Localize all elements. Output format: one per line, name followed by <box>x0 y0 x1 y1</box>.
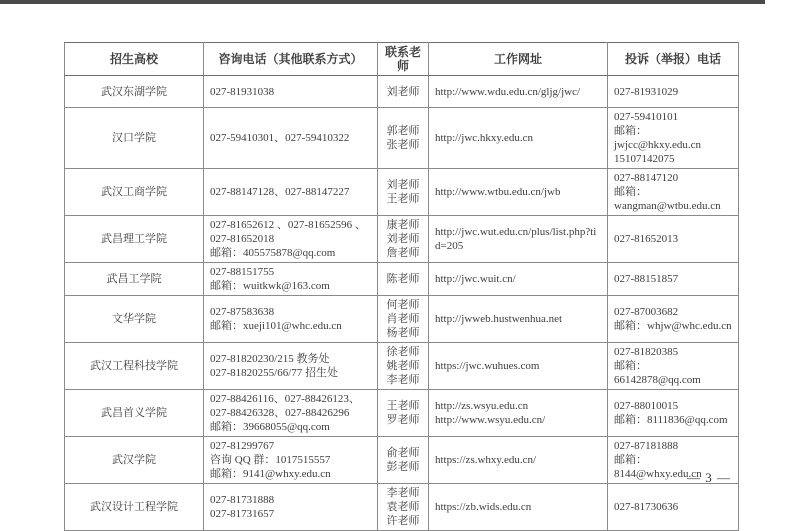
teachers-cell <box>378 437 429 484</box>
teachers-cell <box>378 108 429 169</box>
header-url: 工作网址 <box>429 43 608 76</box>
table-header <box>65 43 739 76</box>
complaint-cell <box>608 343 739 390</box>
url-cell <box>429 296 608 343</box>
url-cell <box>429 216 608 263</box>
url-cell <box>429 169 608 216</box>
cell-line: 邮箱：8111836@qq.com <box>614 414 728 426</box>
url-cell <box>429 484 608 531</box>
cell-line: 彭老师 <box>386 461 420 473</box>
cell-line: 027-81299767 <box>210 440 275 452</box>
cell-line: 027-81652013 <box>614 233 679 245</box>
cell-line: 邮箱：xueji101@whc.edu.cn <box>210 320 342 332</box>
header-phone: 咨询电话（其他联系方式） <box>204 43 378 76</box>
cell-line: 王老师 <box>386 193 420 205</box>
cell-line: 武汉学院 <box>112 454 156 466</box>
cell-line: 邮箱：8144@whxy.edu.cn <box>614 454 702 480</box>
teachers-cell <box>378 296 429 343</box>
cell-line: 027-81931029 <box>614 85 679 98</box>
school-name-cell <box>65 169 204 216</box>
teachers-cell <box>378 76 429 108</box>
cell-line: 邮箱：wangman@wtbu.edu.cn <box>614 186 721 212</box>
cell-line: 027-88147128、027-88147227 <box>210 186 350 198</box>
cell-line: 15107142075 <box>614 153 675 165</box>
cell-line: https://zs.whxy.edu.cn/ <box>435 454 537 466</box>
cell-line: 肖老师 <box>386 313 420 325</box>
school-name-cell <box>65 263 204 296</box>
cell-line: 邮箱：wuitkwk@163.com <box>210 280 330 292</box>
cell-line: 文华学院 <box>112 313 156 325</box>
phone-cell <box>204 390 378 437</box>
cell-line: 027-81731657 <box>210 508 275 520</box>
cell-line: http://jwc.wut.edu.cn/plus/list.php?tid=205 <box>435 226 597 252</box>
cell-line: 汉口学院 <box>112 132 156 144</box>
url-cell <box>429 263 608 296</box>
phone-cell <box>204 76 378 108</box>
cell-line: 027-88147120 <box>614 172 679 184</box>
table-row <box>65 343 739 390</box>
cell-line: 徐老师 <box>386 346 420 358</box>
cell-line: 罗老师 <box>386 414 420 426</box>
cell-line: 武汉东湖学院 <box>101 85 167 98</box>
complaint-cell <box>608 108 739 169</box>
cell-line: https://jwc.wuhues.com <box>435 360 540 372</box>
cell-line: 027-88151755 <box>210 266 275 278</box>
phone-cell <box>204 108 378 169</box>
phone-cell <box>204 263 378 296</box>
cell-line: http://zs.wsyu.edu.cn <box>435 400 529 412</box>
cell-line: 邮箱：9141@whxy.edu.cn <box>210 468 331 480</box>
table-row <box>65 263 739 296</box>
teachers-cell <box>378 263 429 296</box>
school-name-cell <box>65 390 204 437</box>
cell-line: 刘老师 <box>386 85 420 98</box>
cell-line: 027-87003682 <box>614 306 679 318</box>
header-complaint: 投诉（举报）电话 <box>608 43 739 76</box>
complaint-cell <box>608 169 739 216</box>
teachers-cell <box>378 343 429 390</box>
table-row <box>65 390 739 437</box>
school-name-cell <box>65 343 204 390</box>
cell-line: 027-81730636 <box>614 501 679 513</box>
cell-line: 027-81820255/66/77 招生处 <box>210 367 339 379</box>
cell-line: 027-87583638 <box>210 306 275 318</box>
cell-line: 027-87181888 <box>614 440 679 452</box>
phone-cell <box>204 169 378 216</box>
cell-line: 027-59410101 <box>614 111 679 123</box>
phone-cell <box>204 216 378 263</box>
cell-line: 027-88426116、027-88426123、 <box>210 393 360 405</box>
phone-cell <box>204 343 378 390</box>
cell-line: 袁老师 <box>386 501 420 513</box>
cell-line: 武昌首义学院 <box>101 407 167 419</box>
cell-line: 邮箱：405575878@qq.com <box>210 247 336 259</box>
cell-line: 武汉设计工程学院 <box>90 501 178 513</box>
url-cell <box>429 390 608 437</box>
cell-line: http://www.wtbu.edu.cn/jwb <box>435 186 561 198</box>
cell-line: 刘老师 <box>386 179 420 191</box>
cell-line: 姚老师 <box>386 360 420 372</box>
cell-line: 李老师 <box>386 487 420 499</box>
url-cell <box>429 343 608 390</box>
cell-line: http://www.wsyu.edu.cn/ <box>435 414 546 426</box>
teachers-cell <box>378 484 429 531</box>
cell-line: 027-81820230/215 教务处 <box>210 353 330 365</box>
cell-line: 咨询 QQ 群：1017515557 <box>210 454 331 466</box>
complaint-cell <box>608 216 739 263</box>
header-teachers: 联系老师 <box>378 43 429 76</box>
page-top-bar <box>0 0 765 4</box>
school-name-cell <box>65 484 204 531</box>
cell-line: 李老师 <box>386 374 420 386</box>
table-row <box>65 108 739 169</box>
school-name-cell <box>65 76 204 108</box>
url-cell <box>429 108 608 169</box>
table-row <box>65 169 739 216</box>
complaint-cell <box>608 76 739 108</box>
table-row <box>65 437 739 484</box>
cell-line: 俞老师 <box>386 447 420 459</box>
school-name-cell <box>65 216 204 263</box>
teachers-cell <box>378 216 429 263</box>
complaint-cell <box>608 296 739 343</box>
cell-line: 陈老师 <box>386 273 420 285</box>
cell-line: 邮箱：39668055@qq.com <box>210 421 330 433</box>
header-row <box>65 43 739 76</box>
phone-cell <box>204 484 378 531</box>
cell-line: 027-81820385 <box>614 346 679 358</box>
cell-line: 027-88151857 <box>614 273 679 285</box>
cell-line: 王老师 <box>386 400 420 412</box>
teachers-cell <box>378 390 429 437</box>
cell-line: 杨老师 <box>386 327 420 339</box>
school-name-cell <box>65 108 204 169</box>
cell-line: 武汉工商学院 <box>101 186 167 198</box>
cell-line: https://zb.wids.edu.cn <box>435 501 532 513</box>
table-row <box>65 296 739 343</box>
cell-line: 027-81652018 <box>210 233 275 245</box>
school-name-cell <box>65 296 204 343</box>
cell-line: 许老师 <box>386 515 420 527</box>
table-row <box>65 484 739 531</box>
cell-line: 027-59410301、027-59410322 <box>210 132 350 144</box>
cell-line: http://www.wdu.edu.cn/gljg/jwc/ <box>435 85 581 98</box>
cell-line: http://jwc.wuit.cn/ <box>435 273 516 285</box>
table-row <box>65 216 739 263</box>
cell-line: 027-88010015 <box>614 400 679 412</box>
complaint-cell <box>608 390 739 437</box>
cell-line: 027-81931038 <box>210 85 275 98</box>
cell-line: 027-88426328、027-88426296 <box>210 407 350 419</box>
cell-line: 何老师 <box>386 299 420 311</box>
url-cell <box>429 437 608 484</box>
page-number: — 3 — <box>687 470 731 485</box>
cell-line: 027-81652612 、027-81652596 、 <box>210 219 366 231</box>
cell-line: 詹老师 <box>386 247 420 259</box>
table-row <box>65 76 739 108</box>
cell-line: http://jwweb.hustwenhua.net <box>435 313 563 325</box>
cell-line: 邮箱：whjw@whc.edu.cn <box>614 320 732 332</box>
header-school: 招生高校 <box>65 43 204 76</box>
complaint-cell <box>608 263 739 296</box>
cell-line: 武昌工学院 <box>106 273 162 285</box>
url-cell <box>429 76 608 108</box>
cell-line: http://jwc.hkxy.edu.cn <box>435 132 533 144</box>
table-body <box>65 76 739 531</box>
phone-cell <box>204 296 378 343</box>
admissions-contact-table <box>64 42 739 531</box>
complaint-cell <box>608 484 739 531</box>
cell-line: 邮箱：jwjcc@hkxy.edu.cn <box>614 125 702 151</box>
cell-line: 武昌理工学院 <box>101 233 167 245</box>
cell-line: 张老师 <box>386 139 420 151</box>
cell-line: 武汉工程科技学院 <box>90 360 178 372</box>
cell-line: 郭老师 <box>386 125 420 137</box>
cell-line: 027-81731888 <box>210 494 275 506</box>
phone-cell <box>204 437 378 484</box>
cell-line: 康老师 <box>386 219 420 231</box>
teachers-cell <box>378 169 429 216</box>
cell-line: 邮箱：66142878@qq.com <box>614 360 701 386</box>
cell-line: 刘老师 <box>386 233 420 245</box>
school-name-cell <box>65 437 204 484</box>
